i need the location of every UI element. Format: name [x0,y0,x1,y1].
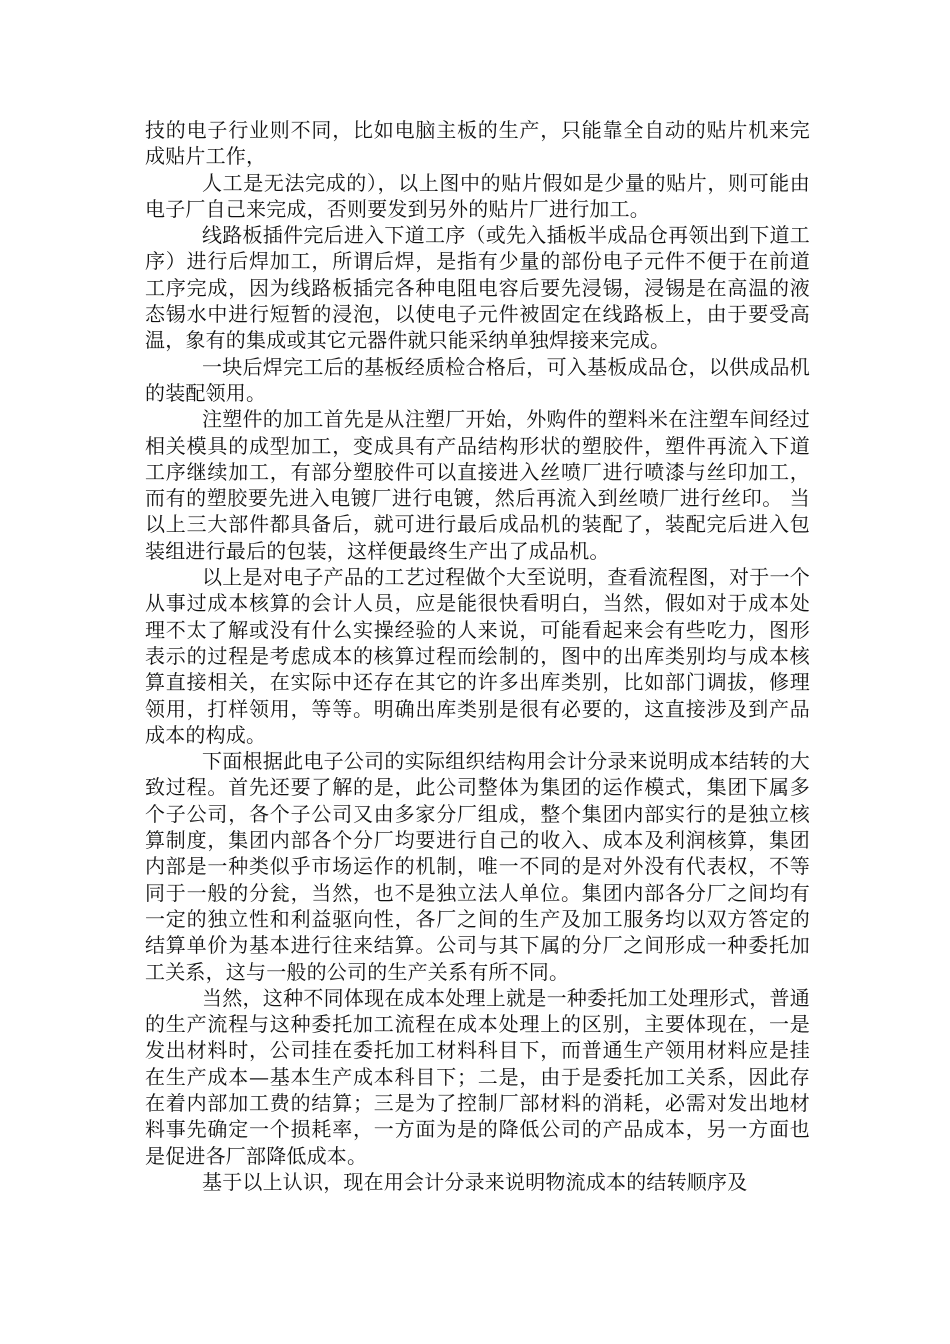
paragraph-5: 注塑件的加工首先是从注塑厂开始，外购件的塑料米在注塑车间经过相关模具的成型加工，变成具有产品结构形状的塑胶件，塑件再流入下道工序继续加工，有部分塑胶件可以直接进入丝喷厂进行喷漆与丝印加工，而有的塑胶要先进入电镀厂进行电镀，然后再流入到丝喷厂进行丝印。 当以上三大部件都具备后，就可进行最后成品机的装配了，装配完后进入包装组进行最后的包装，这样便最终生产出了成品机。 [145,407,810,563]
paragraph-6: 以上是对电子产品的工艺过程做个大至说明，查看流程图，对于一个从事过成本核算的会计人员，应是能很快看明白，当然，假如对于成本处理不太了解或没有什么实操经验的人来说，可能看起来会有些吃力，图形表示的过程是考虑成本的核算过程而绘制的，图中的出库类别均与成本核算直接相关，在实际中还存在其它的许多出库类别，比如部门调拔，修理领用，打样领用，等等。明确出库类别是很有必要的，这直接涉及到产品成本的构成。 [145,565,810,747]
paragraph-8: 当然，这种不同体现在成本处理上就是一种委托加工处理形式，普通的生产流程与这种委托加工流程在成本处理上的区别，主要体现在，一是发出材料时，公司挂在委托加工材料科目下，而普通生产领用材料应是挂在生产成本—基本生产成本科目下；二是，由于是委托加工关系，因此存在着内部加工费的结算；三是为了控制厂部材料的消耗，必需对发出地材料事先确定一个损耗率，一方面为是的降低公司的产品成本，另一方面也是促进各厂部降低成本。 [145,985,810,1168]
paragraph-4: 一块后焊完工后的基板经质检合格后，可入基板成品仓，以供成品机的装配领用。 [145,354,810,405]
paragraph-1: 技的电子行业则不同，比如电脑主板的生产，只能靠全自动的贴片机来完成贴片工作， [145,118,810,169]
paragraph-2: 人工是无法完成的），以上图中的贴片假如是少量的贴片，则可能由电子厂自己来完成，否则要发到另外的贴片厂进行加工。 [145,170,810,221]
paragraph-7: 下面根据此电子公司的实际组织结构用会计分录来说明成本结转的大致过程。首先还要了解的是，此公司整体为集团的运作模式，集团下属多个子公司，各个子公司又由多家分厂组成，整个集团内部实行的是独立核算制度，集团内部各个分厂均要进行自己的收入、成本及利润核算，集团内部是一种类似乎市场运作的机制，唯一不同的是对外没有代表权，不等同于一般的分瓮，当然，也不是独立法人单位。集团内部各分厂之间均有一定的独立性和利益驱向性，各厂之间的生产及加工服务均以双方答定的结算单价为基本进行往来结算。公司与其下属的分厂之间形成一种委托加工关系，这与一般的公司的生产关系有所不同。 [145,749,810,984]
document-body [145,117,810,1195]
paragraph-9: 基于以上认识，现在用会计分录来说明物流成本的结转顺序及 [202,1169,748,1194]
paragraph-3: 线路板插件完后进入下道工序（或先入插板半成品仓再领出到下道工序）进行后焊加工，所谓后焊，是指有少量的部份电子元件不便于在前道工序完成，因为线路板插完各种电阻电容后要先浸锡，浸锡是在高温的液态锡水中进行短暂的浸泡，以使电子元件被固定在线路板上，由于要受高温，象有的集成或其它元器件就只能采纳单独焊接来完成。 [145,223,810,353]
